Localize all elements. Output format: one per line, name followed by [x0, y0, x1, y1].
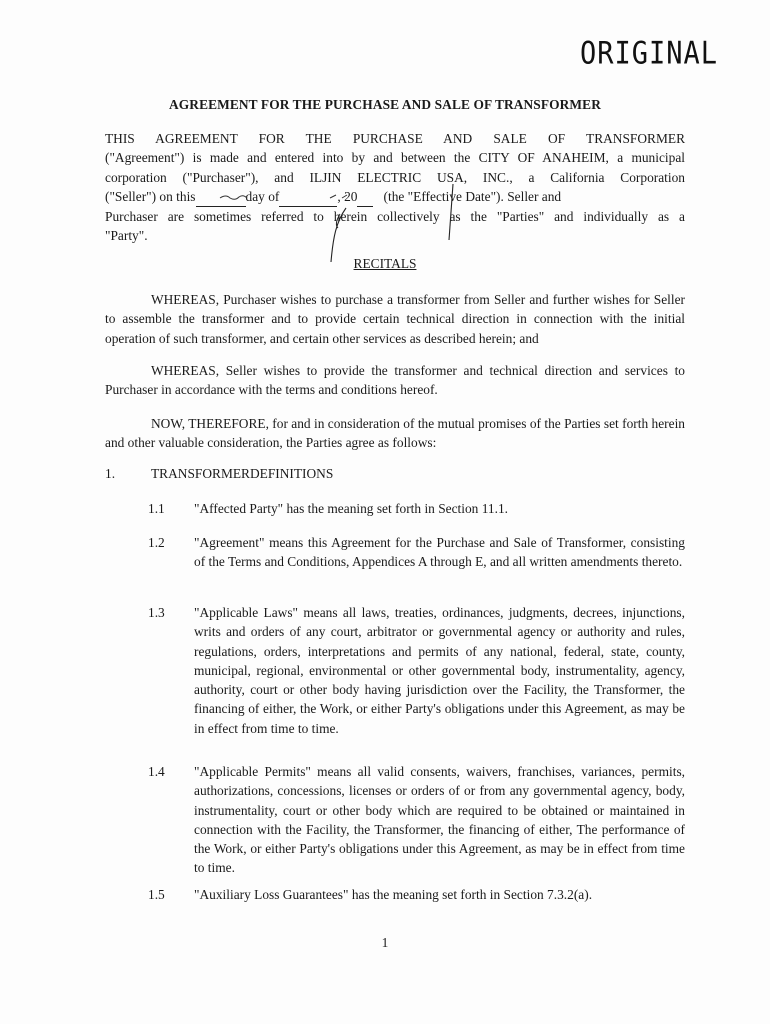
section-title: TRANSFORMERDEFINITIONS [151, 466, 334, 481]
definition-text: "Agreement" means this Agreement for the Purchase and Sale of Transformer, consisting of the Terms and Conditions, Appendices A through E, and all written amendments thereto. [194, 535, 685, 570]
definition-text: "Applicable Laws" means all laws, treaties, ordinances, judgments, decrees, injunctions, writs and orders of any court, arbitrator or governmental agency or authority and rules, regulations, orders, interpretations and permits of any national, federal, state, county, municipal, regional, environmental or other governmental body, instrumentality, agency, authority, court or other body having jurisdiction over the Facility, the Transformer, the financing of either, the Work, or either Party's obligations under this Agreement, as may be in effect from time to time. [194, 605, 685, 736]
definition-text: "Applicable Permits" means all valid consents, waivers, franchises, variances, permits, authorizations, concessions, licenses or orders of or from any governmental agency, body, instrumentality, court or other body which are required to be obtained or maintained in connection with the Facility, the Transformer, the financing of either, The performance of the Work, or either Party's obligations under this Agreement, as may be in effect from time to time. [194, 764, 685, 876]
year-blank [357, 187, 373, 207]
definition-number: 1.1 [148, 501, 165, 516]
intro-line4-part-d: (the "Effective Date"). Seller and [383, 188, 562, 204]
original-stamp: ORIGINAL [579, 35, 718, 72]
definition-item [148, 533, 685, 572]
whereas-paragraph-2: WHEREAS, Seller wishes to provide the transformer and technical direction and services to Purchaser in accordance with the terms and conditions hereof. [105, 363, 685, 398]
definition-item [148, 603, 685, 738]
day-blank [196, 187, 246, 207]
definition-text: "Affected Party" has the meaning set forth in Section 11.1. [194, 501, 509, 516]
month-blank [279, 187, 337, 207]
intro-line4-part-c: , 20 [337, 188, 358, 204]
definition-number: 1.5 [148, 887, 165, 902]
page-number: 1 [381, 935, 389, 950]
section-number: 1. [105, 466, 116, 481]
recitals-heading: RECITALS [353, 256, 417, 271]
intro-line-date [105, 187, 685, 207]
intro-line: "Party". [105, 228, 148, 244]
now-therefore-paragraph: NOW, THEREFORE, for and in consideration of the mutual promises of the Parties set forth herein and other valuable consideration, the Parties agree as follows: [105, 416, 685, 451]
definition-number: 1.4 [148, 764, 165, 779]
definition-text: "Auxiliary Loss Guarantees" has the meaning set forth in Section 7.3.2(a). [194, 887, 593, 902]
definition-item [148, 762, 685, 878]
whereas-paragraph-1: WHEREAS, Purchaser wishes to purchase a transformer from Seller and further wishes for Seller to assemble the transformer and to provide certain technical direction in connection with the initial operation of such transformer, and certain other services as described herein; and [105, 292, 685, 346]
intro-line: THIS AGREEMENT FOR THE PURCHASE AND SALE OF TRANSFORMER [105, 131, 685, 146]
intro-line: Purchaser are sometimes referred to herein collectively as the "Parties" and individually as a [105, 209, 685, 225]
intro-line4-part-a: ("Seller") on this [105, 188, 196, 204]
intro-line: ("Agreement") is made and entered into by and between the CITY OF ANAHEIM, a municipal [105, 150, 685, 166]
definition-item [148, 885, 685, 904]
intro-line: corporation ("Purchaser"), and ILJIN ELECTRIC USA, INC., a California Corporation [105, 169, 685, 185]
document-title: AGREEMENT FOR THE PURCHASE AND SALE OF TRANSFORMER [169, 97, 601, 112]
intro-paragraph [105, 129, 685, 246]
intro-line4-part-b: day of [245, 188, 280, 204]
definition-number: 1.2 [148, 535, 165, 550]
definition-number: 1.3 [148, 605, 165, 620]
definition-item [148, 499, 685, 518]
